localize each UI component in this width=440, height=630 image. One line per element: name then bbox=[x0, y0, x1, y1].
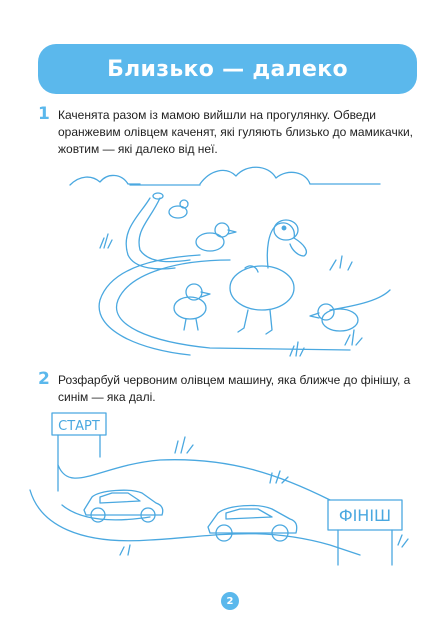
duckling-near-right-head bbox=[318, 304, 334, 320]
grass-tuft-3 bbox=[345, 330, 362, 345]
task-2 bbox=[38, 369, 420, 406]
car-far-body bbox=[84, 490, 163, 515]
bush-right bbox=[200, 167, 380, 184]
task-number: 1 bbox=[38, 104, 50, 124]
finish-sign-label: ФІНІШ bbox=[338, 506, 392, 525]
road-inner-left bbox=[62, 505, 150, 520]
path-right bbox=[117, 260, 350, 350]
duckling-near-left-beak bbox=[201, 292, 210, 297]
mother-duck-eye bbox=[282, 226, 286, 230]
title-banner bbox=[38, 44, 417, 94]
task-instruction: Розфарбуй червоним олівцем машину, яка ближче до фінішу, а синім — яка далі. bbox=[58, 373, 411, 404]
grass-tuft-b bbox=[270, 471, 288, 483]
duckling-far-2 bbox=[153, 193, 163, 199]
grass-line bbox=[330, 290, 390, 310]
car-far-window bbox=[100, 493, 140, 503]
task-number: 2 bbox=[38, 369, 50, 389]
page-number: 2 bbox=[226, 595, 234, 607]
duckling-mid-head bbox=[215, 223, 229, 237]
start-sign-label: СТАРТ bbox=[58, 419, 100, 434]
grass-tuft-c bbox=[120, 545, 130, 555]
grass-tuft-a bbox=[175, 437, 193, 453]
page-number-badge bbox=[221, 592, 239, 610]
duckling-near-left-feet bbox=[184, 319, 198, 330]
cars-illustration bbox=[0, 405, 440, 580]
task-instruction: Каченята разом із мамою вийшли на прогулянку. Обведи оранжевим олівцем каченят, які гуляють близько до мамикачки, жовтим — які далеко від неї. bbox=[58, 108, 413, 156]
reeds-right bbox=[330, 256, 352, 270]
page-title: Близько — далеко bbox=[107, 56, 348, 82]
grass-tuft-d bbox=[398, 535, 408, 547]
duckling-near-left-body bbox=[174, 297, 206, 319]
task-1 bbox=[38, 104, 420, 158]
car-near-window bbox=[226, 509, 272, 519]
road-lower-edge bbox=[30, 490, 360, 555]
mother-duck-body bbox=[230, 266, 294, 310]
duckling-near-right-beak bbox=[310, 313, 319, 318]
ducks-illustration bbox=[0, 160, 440, 365]
path-left bbox=[99, 255, 200, 355]
duckling-mid-body bbox=[196, 233, 224, 251]
grass-tuft-1 bbox=[100, 234, 112, 248]
bush-left bbox=[70, 175, 140, 185]
mother-duck-feet bbox=[238, 310, 272, 334]
mother-duck-beak bbox=[290, 238, 306, 256]
